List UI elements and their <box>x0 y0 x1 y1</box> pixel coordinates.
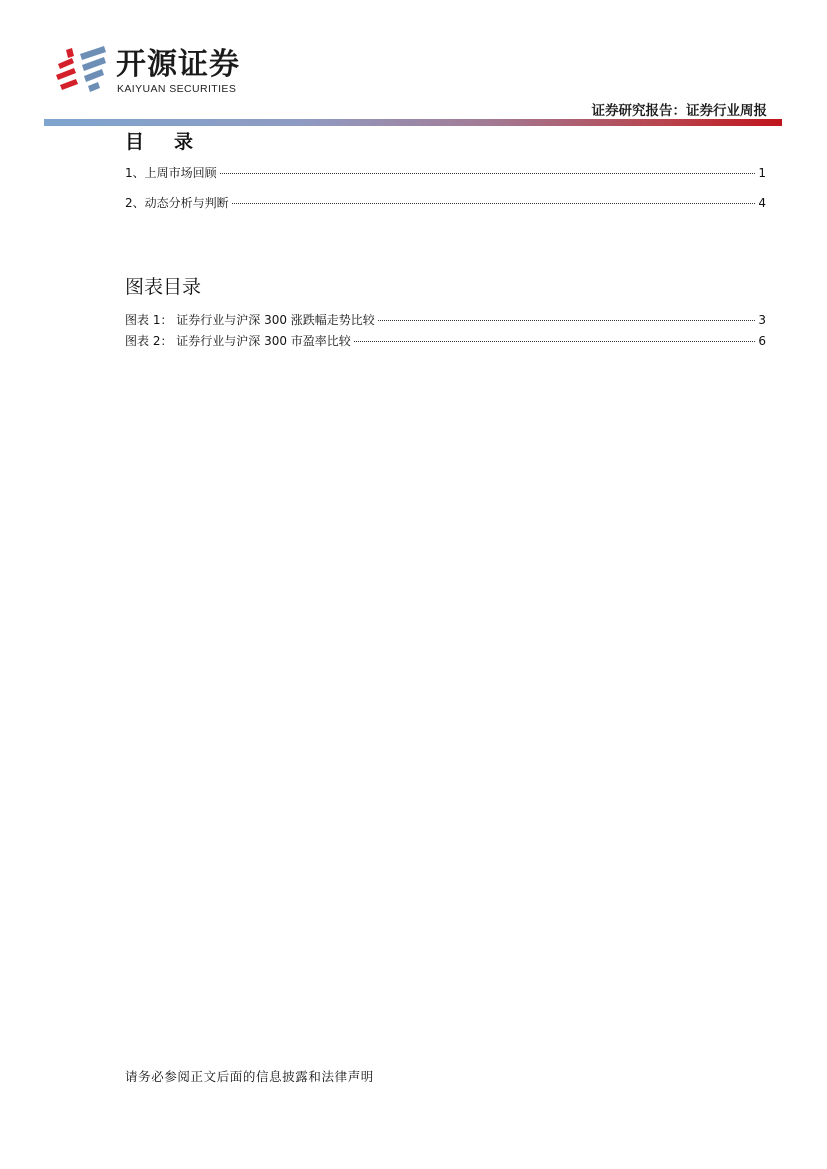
figure-entry[interactable] <box>125 332 766 349</box>
figure-entry-label: 图表 1： 证券行业与沪深 300 涨跌幅走势比较 <box>125 313 375 327</box>
logo-chinese-name: 开源证券 <box>116 47 240 82</box>
figure-entry[interactable] <box>125 311 766 328</box>
toc-entry-label: 1、上周市场回顾 <box>125 166 217 180</box>
logo-english-name: KAIYUAN SECURITIES <box>117 83 237 95</box>
toc-entry[interactable] <box>125 194 766 211</box>
toc-entry-label: 2、动态分析与判断 <box>125 196 229 210</box>
report-type: 证券研究报告：证券行业周报 <box>591 103 767 119</box>
figure-entry-label: 图表 2： 证券行业与沪深 300 市盈率比较 <box>125 334 351 348</box>
toc-title-part2: 录 <box>174 131 194 153</box>
kaiyuan-logo-mark-icon <box>52 44 110 96</box>
dot-leader <box>354 341 756 342</box>
header-divider-bar <box>44 119 782 126</box>
legal-disclaimer-footer: 请务必参阅正文后面的信息披露和法律声明 <box>125 1069 374 1084</box>
toc-title-part1: 目 <box>125 131 145 153</box>
figure-entry-page: 3 <box>758 313 766 327</box>
figure-list-title: 图表目录 <box>125 276 202 298</box>
dot-leader <box>378 320 756 321</box>
company-logo <box>52 44 252 98</box>
toc-title <box>125 127 193 154</box>
toc-entry-page: 1 <box>758 166 766 180</box>
toc-entry[interactable] <box>125 164 766 181</box>
figure-entry-page: 6 <box>758 334 766 348</box>
dot-leader <box>232 203 756 204</box>
dot-leader <box>220 173 756 174</box>
toc-entry-page: 4 <box>758 196 766 210</box>
